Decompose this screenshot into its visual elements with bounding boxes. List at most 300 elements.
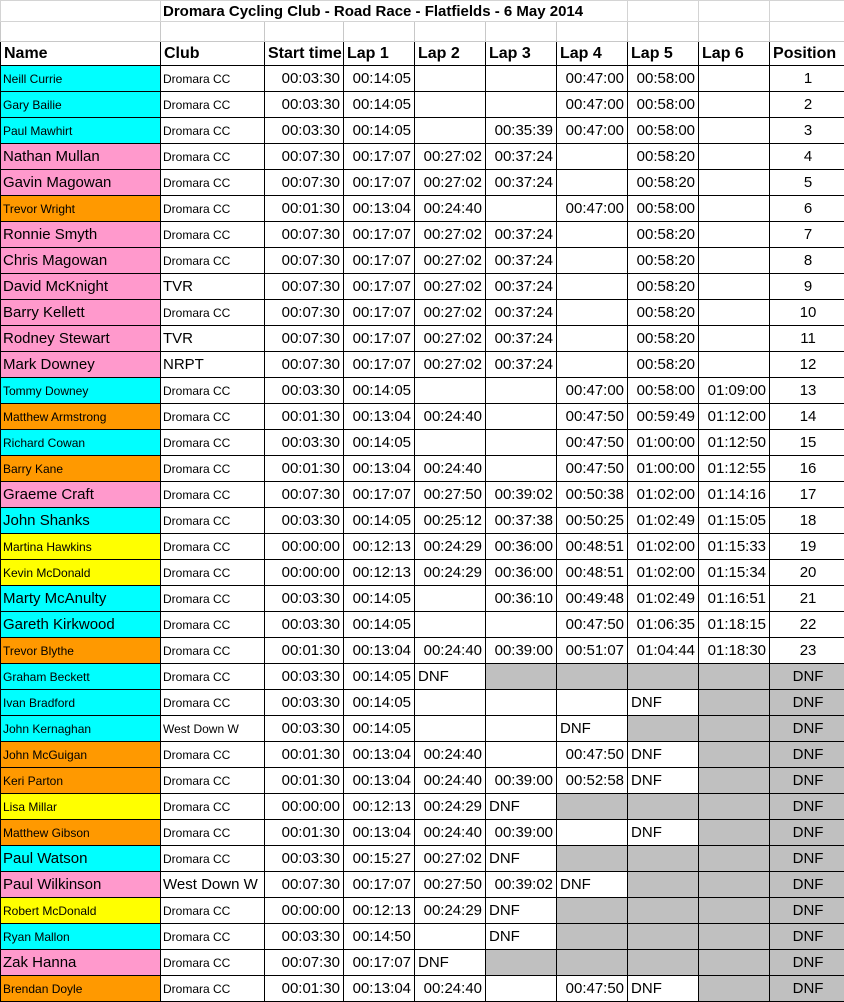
position-cell[interactable]: 20 — [770, 560, 844, 586]
start-time-cell[interactable]: 00:03:30 — [265, 690, 344, 716]
rider-name-cell[interactable]: Graeme Craft — [1, 482, 161, 508]
position-cell[interactable]: DNF — [770, 794, 844, 820]
lap-5-cell[interactable] — [628, 846, 699, 872]
lap-6-cell[interactable]: 01:18:15 — [699, 612, 770, 638]
lap-1-cell[interactable]: 00:17:07 — [344, 950, 415, 976]
club-cell[interactable]: Dromara CC — [161, 482, 265, 508]
position-cell[interactable]: 16 — [770, 456, 844, 482]
lap-3-cell[interactable]: 00:37:38 — [486, 508, 557, 534]
club-cell[interactable]: Dromara CC — [161, 170, 265, 196]
lap-2-cell[interactable]: 00:27:50 — [415, 872, 486, 898]
lap-1-cell[interactable]: 00:14:05 — [344, 716, 415, 742]
position-cell[interactable]: DNF — [770, 924, 844, 950]
lap-1-cell[interactable]: 00:12:13 — [344, 560, 415, 586]
position-cell[interactable]: 1 — [770, 66, 844, 92]
lap-6-cell[interactable]: 01:12:50 — [699, 430, 770, 456]
lap-6-cell[interactable] — [699, 92, 770, 118]
position-cell[interactable]: 22 — [770, 612, 844, 638]
lap-1-cell[interactable]: 00:14:05 — [344, 118, 415, 144]
lap-4-cell[interactable]: 00:47:50 — [557, 742, 628, 768]
lap-2-cell[interactable] — [415, 690, 486, 716]
lap-3-cell[interactable]: 00:39:00 — [486, 638, 557, 664]
lap-1-cell[interactable]: 00:17:07 — [344, 482, 415, 508]
lap-5-cell[interactable]: 01:06:35 — [628, 612, 699, 638]
lap-4-cell[interactable] — [557, 352, 628, 378]
position-cell[interactable]: DNF — [770, 768, 844, 794]
empty-cell[interactable] — [415, 22, 486, 42]
club-cell[interactable]: Dromara CC — [161, 118, 265, 144]
position-cell[interactable]: DNF — [770, 820, 844, 846]
lap-5-cell[interactable]: 00:58:20 — [628, 170, 699, 196]
lap-6-cell[interactable]: 01:15:33 — [699, 534, 770, 560]
lap-5-cell[interactable]: 00:58:00 — [628, 92, 699, 118]
lap-4-cell[interactable]: 00:47:50 — [557, 404, 628, 430]
lap-3-cell[interactable]: 00:35:39 — [486, 118, 557, 144]
lap-6-cell[interactable] — [699, 66, 770, 92]
start-time-cell[interactable]: 00:03:30 — [265, 612, 344, 638]
lap-5-cell[interactable]: 01:00:00 — [628, 430, 699, 456]
club-cell[interactable]: Dromara CC — [161, 534, 265, 560]
rider-name-cell[interactable]: Richard Cowan — [1, 430, 161, 456]
lap-4-cell[interactable]: 00:47:00 — [557, 92, 628, 118]
lap-6-cell[interactable] — [699, 664, 770, 690]
start-time-cell[interactable]: 00:00:00 — [265, 560, 344, 586]
lap-5-cell[interactable]: 01:04:44 — [628, 638, 699, 664]
lap-5-cell[interactable]: 00:58:20 — [628, 144, 699, 170]
lap-1-cell[interactable]: 00:17:07 — [344, 248, 415, 274]
lap-2-cell[interactable] — [415, 118, 486, 144]
lap-3-cell[interactable] — [486, 456, 557, 482]
lap-1-cell[interactable]: 00:14:05 — [344, 664, 415, 690]
start-time-cell[interactable]: 00:07:30 — [265, 326, 344, 352]
club-cell[interactable]: Dromara CC — [161, 378, 265, 404]
position-cell[interactable]: 3 — [770, 118, 844, 144]
lap-3-cell[interactable]: DNF — [486, 898, 557, 924]
rider-name-cell[interactable]: Ivan Bradford — [1, 690, 161, 716]
rider-name-cell[interactable]: Barry Kellett — [1, 300, 161, 326]
club-cell[interactable]: Dromara CC — [161, 508, 265, 534]
lap-4-cell[interactable]: 00:47:50 — [557, 456, 628, 482]
lap-4-cell[interactable]: DNF — [557, 872, 628, 898]
lap-1-cell[interactable]: 00:15:27 — [344, 846, 415, 872]
lap-5-cell[interactable]: 00:58:20 — [628, 274, 699, 300]
start-time-cell[interactable]: 00:03:30 — [265, 924, 344, 950]
start-time-cell[interactable]: 00:03:30 — [265, 118, 344, 144]
rider-name-cell[interactable]: Paul Wilkinson — [1, 872, 161, 898]
lap-2-cell[interactable]: 00:24:40 — [415, 820, 486, 846]
lap-2-cell[interactable]: 00:24:29 — [415, 534, 486, 560]
position-cell[interactable]: 12 — [770, 352, 844, 378]
lap-6-cell[interactable]: 01:15:34 — [699, 560, 770, 586]
lap-4-cell[interactable]: 00:48:51 — [557, 560, 628, 586]
lap-5-cell[interactable]: 00:58:20 — [628, 352, 699, 378]
lap-3-cell[interactable]: 00:36:00 — [486, 560, 557, 586]
rider-name-cell[interactable]: Chris Magowan — [1, 248, 161, 274]
title-empty-cell[interactable] — [628, 1, 699, 22]
club-cell[interactable]: Dromara CC — [161, 976, 265, 1002]
position-cell[interactable]: 23 — [770, 638, 844, 664]
lap-2-cell[interactable]: 00:27:02 — [415, 248, 486, 274]
club-cell[interactable]: Dromara CC — [161, 664, 265, 690]
lap-5-cell[interactable]: 01:02:49 — [628, 508, 699, 534]
empty-cell[interactable] — [628, 22, 699, 42]
header-position[interactable]: Position — [770, 42, 844, 66]
lap-3-cell[interactable]: 00:37:24 — [486, 170, 557, 196]
position-cell[interactable]: DNF — [770, 742, 844, 768]
lap-6-cell[interactable] — [699, 248, 770, 274]
club-cell[interactable]: Dromara CC — [161, 768, 265, 794]
lap-2-cell[interactable] — [415, 430, 486, 456]
lap-5-cell[interactable] — [628, 924, 699, 950]
rider-name-cell[interactable]: Paul Mawhirt — [1, 118, 161, 144]
lap-3-cell[interactable]: 00:37:24 — [486, 248, 557, 274]
lap-6-cell[interactable] — [699, 950, 770, 976]
lap-1-cell[interactable]: 00:13:04 — [344, 638, 415, 664]
lap-5-cell[interactable]: 00:58:20 — [628, 300, 699, 326]
start-time-cell[interactable]: 00:03:30 — [265, 586, 344, 612]
start-time-cell[interactable]: 00:03:30 — [265, 508, 344, 534]
lap-6-cell[interactable] — [699, 820, 770, 846]
lap-4-cell[interactable] — [557, 222, 628, 248]
club-cell[interactable]: Dromara CC — [161, 404, 265, 430]
empty-cell[interactable] — [161, 22, 265, 42]
lap-6-cell[interactable] — [699, 872, 770, 898]
start-time-cell[interactable]: 00:07:30 — [265, 950, 344, 976]
start-time-cell[interactable]: 00:01:30 — [265, 196, 344, 222]
lap-6-cell[interactable] — [699, 196, 770, 222]
position-cell[interactable]: DNF — [770, 690, 844, 716]
lap-4-cell[interactable] — [557, 664, 628, 690]
lap-4-cell[interactable]: 00:51:07 — [557, 638, 628, 664]
start-time-cell[interactable]: 00:01:30 — [265, 768, 344, 794]
lap-5-cell[interactable]: DNF — [628, 690, 699, 716]
lap-2-cell[interactable]: 00:24:29 — [415, 794, 486, 820]
rider-name-cell[interactable]: Matthew Armstrong — [1, 404, 161, 430]
start-time-cell[interactable]: 00:03:30 — [265, 716, 344, 742]
lap-6-cell[interactable]: 01:14:16 — [699, 482, 770, 508]
club-cell[interactable]: Dromara CC — [161, 300, 265, 326]
rider-name-cell[interactable]: John Kernaghan — [1, 716, 161, 742]
start-time-cell[interactable]: 00:03:30 — [265, 92, 344, 118]
lap-5-cell[interactable]: 01:02:00 — [628, 560, 699, 586]
lap-4-cell[interactable] — [557, 950, 628, 976]
lap-5-cell[interactable]: 00:58:20 — [628, 248, 699, 274]
lap-6-cell[interactable] — [699, 898, 770, 924]
lap-6-cell[interactable] — [699, 846, 770, 872]
rider-name-cell[interactable]: David McKnight — [1, 274, 161, 300]
start-time-cell[interactable]: 00:01:30 — [265, 976, 344, 1002]
lap-2-cell[interactable]: 00:24:29 — [415, 560, 486, 586]
start-time-cell[interactable]: 00:01:30 — [265, 742, 344, 768]
lap-3-cell[interactable] — [486, 950, 557, 976]
lap-1-cell[interactable]: 00:17:07 — [344, 144, 415, 170]
lap-2-cell[interactable]: DNF — [415, 950, 486, 976]
rider-name-cell[interactable]: Mark Downey — [1, 352, 161, 378]
lap-3-cell[interactable] — [486, 612, 557, 638]
empty-cell[interactable] — [699, 22, 770, 42]
lap-5-cell[interactable]: 00:59:49 — [628, 404, 699, 430]
lap-6-cell[interactable] — [699, 976, 770, 1002]
lap-1-cell[interactable]: 00:14:05 — [344, 586, 415, 612]
start-time-cell[interactable]: 00:03:30 — [265, 846, 344, 872]
lap-5-cell[interactable] — [628, 898, 699, 924]
rider-name-cell[interactable]: Gavin Magowan — [1, 170, 161, 196]
club-cell[interactable]: Dromara CC — [161, 586, 265, 612]
lap-1-cell[interactable]: 00:12:13 — [344, 534, 415, 560]
lap-2-cell[interactable]: 00:24:29 — [415, 898, 486, 924]
lap-6-cell[interactable]: 01:12:00 — [699, 404, 770, 430]
club-cell[interactable]: Dromara CC — [161, 612, 265, 638]
lap-1-cell[interactable]: 00:17:07 — [344, 872, 415, 898]
lap-4-cell[interactable] — [557, 274, 628, 300]
club-cell[interactable]: Dromara CC — [161, 638, 265, 664]
empty-cell[interactable] — [1, 22, 161, 42]
lap-4-cell[interactable]: 00:47:50 — [557, 976, 628, 1002]
lap-3-cell[interactable]: DNF — [486, 846, 557, 872]
lap-4-cell[interactable]: 00:50:38 — [557, 482, 628, 508]
position-cell[interactable]: DNF — [770, 898, 844, 924]
lap-2-cell[interactable]: 00:27:02 — [415, 300, 486, 326]
lap-3-cell[interactable] — [486, 976, 557, 1002]
club-cell[interactable]: Dromara CC — [161, 742, 265, 768]
rider-name-cell[interactable]: Paul Watson — [1, 846, 161, 872]
club-cell[interactable]: Dromara CC — [161, 456, 265, 482]
lap-5-cell[interactable] — [628, 950, 699, 976]
start-time-cell[interactable]: 00:01:30 — [265, 404, 344, 430]
lap-3-cell[interactable] — [486, 66, 557, 92]
lap-6-cell[interactable] — [699, 716, 770, 742]
lap-6-cell[interactable] — [699, 924, 770, 950]
lap-1-cell[interactable]: 00:17:07 — [344, 300, 415, 326]
lap-5-cell[interactable] — [628, 664, 699, 690]
lap-3-cell[interactable] — [486, 92, 557, 118]
lap-2-cell[interactable] — [415, 924, 486, 950]
club-cell[interactable]: Dromara CC — [161, 794, 265, 820]
club-cell[interactable]: TVR — [161, 326, 265, 352]
lap-4-cell[interactable] — [557, 794, 628, 820]
position-cell[interactable]: 14 — [770, 404, 844, 430]
lap-1-cell[interactable]: 00:14:05 — [344, 430, 415, 456]
start-time-cell[interactable]: 00:03:30 — [265, 664, 344, 690]
start-time-cell[interactable]: 00:07:30 — [265, 300, 344, 326]
rider-name-cell[interactable]: Gary Bailie — [1, 92, 161, 118]
position-cell[interactable]: 8 — [770, 248, 844, 274]
lap-2-cell[interactable] — [415, 612, 486, 638]
rider-name-cell[interactable]: Kevin McDonald — [1, 560, 161, 586]
rider-name-cell[interactable]: Zak Hanna — [1, 950, 161, 976]
lap-3-cell[interactable]: 00:37:24 — [486, 352, 557, 378]
start-time-cell[interactable]: 00:07:30 — [265, 872, 344, 898]
position-cell[interactable]: DNF — [770, 976, 844, 1002]
lap-5-cell[interactable]: 00:58:00 — [628, 378, 699, 404]
lap-6-cell[interactable] — [699, 742, 770, 768]
lap-1-cell[interactable]: 00:13:04 — [344, 404, 415, 430]
lap-3-cell[interactable] — [486, 716, 557, 742]
lap-5-cell[interactable]: 01:00:00 — [628, 456, 699, 482]
title-empty-cell[interactable] — [770, 1, 844, 22]
position-cell[interactable]: 5 — [770, 170, 844, 196]
rider-name-cell[interactable]: Trevor Blythe — [1, 638, 161, 664]
lap-5-cell[interactable]: 01:02:49 — [628, 586, 699, 612]
start-time-cell[interactable]: 00:07:30 — [265, 222, 344, 248]
lap-5-cell[interactable]: DNF — [628, 742, 699, 768]
lap-1-cell[interactable]: 00:17:07 — [344, 352, 415, 378]
lap-4-cell[interactable]: 00:52:58 — [557, 768, 628, 794]
lap-6-cell[interactable]: 01:12:55 — [699, 456, 770, 482]
lap-4-cell[interactable]: 00:48:51 — [557, 534, 628, 560]
lap-6-cell[interactable] — [699, 352, 770, 378]
lap-3-cell[interactable]: 00:37:24 — [486, 144, 557, 170]
header-lap-5[interactable]: Lap 5 — [628, 42, 699, 66]
lap-5-cell[interactable] — [628, 794, 699, 820]
club-cell[interactable]: West Down W — [161, 716, 265, 742]
title-spacer-cell[interactable] — [1, 1, 161, 22]
start-time-cell[interactable]: 00:03:30 — [265, 66, 344, 92]
lap-2-cell[interactable] — [415, 378, 486, 404]
lap-3-cell[interactable]: 00:39:00 — [486, 820, 557, 846]
lap-2-cell[interactable] — [415, 92, 486, 118]
lap-5-cell[interactable]: 00:58:20 — [628, 222, 699, 248]
lap-2-cell[interactable]: 00:24:40 — [415, 742, 486, 768]
lap-5-cell[interactable]: DNF — [628, 768, 699, 794]
lap-2-cell[interactable]: 00:24:40 — [415, 976, 486, 1002]
start-time-cell[interactable]: 00:07:30 — [265, 144, 344, 170]
rider-name-cell[interactable]: Lisa Millar — [1, 794, 161, 820]
rider-name-cell[interactable]: Barry Kane — [1, 456, 161, 482]
lap-3-cell[interactable]: 00:39:02 — [486, 872, 557, 898]
lap-4-cell[interactable] — [557, 846, 628, 872]
club-cell[interactable]: Dromara CC — [161, 144, 265, 170]
lap-6-cell[interactable]: 01:18:30 — [699, 638, 770, 664]
start-time-cell[interactable]: 00:01:30 — [265, 820, 344, 846]
position-cell[interactable]: 19 — [770, 534, 844, 560]
position-cell[interactable]: DNF — [770, 716, 844, 742]
rider-name-cell[interactable]: Keri Parton — [1, 768, 161, 794]
rider-name-cell[interactable]: Martina Hawkins — [1, 534, 161, 560]
start-time-cell[interactable]: 00:01:30 — [265, 456, 344, 482]
header-lap-2[interactable]: Lap 2 — [415, 42, 486, 66]
club-cell[interactable]: Dromara CC — [161, 924, 265, 950]
lap-1-cell[interactable]: 00:12:13 — [344, 898, 415, 924]
rider-name-cell[interactable]: Tommy Downey — [1, 378, 161, 404]
header-lap-6[interactable]: Lap 6 — [699, 42, 770, 66]
lap-6-cell[interactable]: 01:15:05 — [699, 508, 770, 534]
header-lap-4[interactable]: Lap 4 — [557, 42, 628, 66]
lap-6-cell[interactable]: 01:09:00 — [699, 378, 770, 404]
rider-name-cell[interactable]: Rodney Stewart — [1, 326, 161, 352]
lap-4-cell[interactable] — [557, 300, 628, 326]
lap-2-cell[interactable]: 00:27:02 — [415, 352, 486, 378]
club-cell[interactable]: Dromara CC — [161, 196, 265, 222]
rider-name-cell[interactable]: Robert McDonald — [1, 898, 161, 924]
lap-3-cell[interactable]: 00:37:24 — [486, 326, 557, 352]
club-cell[interactable]: West Down W — [161, 872, 265, 898]
lap-4-cell[interactable]: DNF — [557, 716, 628, 742]
rider-name-cell[interactable]: Nathan Mullan — [1, 144, 161, 170]
lap-5-cell[interactable]: 00:58:00 — [628, 66, 699, 92]
lap-2-cell[interactable]: 00:24:40 — [415, 638, 486, 664]
empty-cell[interactable] — [486, 22, 557, 42]
lap-3-cell[interactable] — [486, 378, 557, 404]
header-name[interactable]: Name — [1, 42, 161, 66]
position-cell[interactable]: 10 — [770, 300, 844, 326]
lap-1-cell[interactable]: 00:14:50 — [344, 924, 415, 950]
rider-name-cell[interactable]: John McGuigan — [1, 742, 161, 768]
club-cell[interactable]: Dromara CC — [161, 690, 265, 716]
lap-3-cell[interactable] — [486, 196, 557, 222]
start-time-cell[interactable]: 00:00:00 — [265, 898, 344, 924]
lap-6-cell[interactable] — [699, 794, 770, 820]
club-cell[interactable]: Dromara CC — [161, 248, 265, 274]
lap-4-cell[interactable]: 00:47:50 — [557, 612, 628, 638]
club-cell[interactable]: Dromara CC — [161, 430, 265, 456]
club-cell[interactable]: Dromara CC — [161, 222, 265, 248]
empty-cell[interactable] — [265, 22, 344, 42]
lap-1-cell[interactable]: 00:17:07 — [344, 326, 415, 352]
lap-4-cell[interactable] — [557, 248, 628, 274]
club-cell[interactable]: Dromara CC — [161, 820, 265, 846]
lap-3-cell[interactable]: 00:39:00 — [486, 768, 557, 794]
position-cell[interactable]: 11 — [770, 326, 844, 352]
position-cell[interactable]: 9 — [770, 274, 844, 300]
lap-1-cell[interactable]: 00:14:05 — [344, 508, 415, 534]
lap-5-cell[interactable] — [628, 872, 699, 898]
lap-3-cell[interactable] — [486, 664, 557, 690]
lap-4-cell[interactable]: 00:47:50 — [557, 430, 628, 456]
lap-4-cell[interactable]: 00:47:00 — [557, 66, 628, 92]
lap-5-cell[interactable]: 00:58:20 — [628, 326, 699, 352]
lap-2-cell[interactable]: 00:24:40 — [415, 456, 486, 482]
rider-name-cell[interactable]: Ronnie Smyth — [1, 222, 161, 248]
position-cell[interactable]: 15 — [770, 430, 844, 456]
position-cell[interactable]: DNF — [770, 950, 844, 976]
lap-3-cell[interactable] — [486, 430, 557, 456]
lap-1-cell[interactable]: 00:13:04 — [344, 768, 415, 794]
lap-4-cell[interactable] — [557, 170, 628, 196]
lap-6-cell[interactable] — [699, 768, 770, 794]
lap-1-cell[interactable]: 00:13:04 — [344, 820, 415, 846]
position-cell[interactable]: 4 — [770, 144, 844, 170]
lap-1-cell[interactable]: 00:14:05 — [344, 66, 415, 92]
start-time-cell[interactable]: 00:07:30 — [265, 170, 344, 196]
rider-name-cell[interactable]: Gareth Kirkwood — [1, 612, 161, 638]
lap-4-cell[interactable] — [557, 898, 628, 924]
position-cell[interactable]: 7 — [770, 222, 844, 248]
header-lap-1[interactable]: Lap 1 — [344, 42, 415, 66]
lap-3-cell[interactable]: 00:36:10 — [486, 586, 557, 612]
lap-4-cell[interactable]: 00:47:00 — [557, 118, 628, 144]
rider-name-cell[interactable]: Trevor Wright — [1, 196, 161, 222]
lap-2-cell[interactable] — [415, 716, 486, 742]
start-time-cell[interactable]: 00:03:30 — [265, 378, 344, 404]
header-club[interactable]: Club — [161, 42, 265, 66]
lap-4-cell[interactable]: 00:47:00 — [557, 196, 628, 222]
lap-1-cell[interactable]: 00:13:04 — [344, 456, 415, 482]
lap-5-cell[interactable]: 00:58:00 — [628, 118, 699, 144]
lap-1-cell[interactable]: 00:14:05 — [344, 378, 415, 404]
lap-4-cell[interactable]: 00:47:00 — [557, 378, 628, 404]
lap-1-cell[interactable]: 00:14:05 — [344, 612, 415, 638]
lap-1-cell[interactable]: 00:17:07 — [344, 222, 415, 248]
lap-3-cell[interactable]: 00:37:24 — [486, 274, 557, 300]
lap-3-cell[interactable] — [486, 404, 557, 430]
lap-4-cell[interactable] — [557, 924, 628, 950]
lap-3-cell[interactable] — [486, 690, 557, 716]
title-empty-cell[interactable] — [699, 1, 770, 22]
position-cell[interactable]: DNF — [770, 664, 844, 690]
lap-3-cell[interactable]: 00:37:24 — [486, 222, 557, 248]
sheet-title[interactable]: Dromara Cycling Club - Road Race - Flatfields - 6 May 2014 — [161, 1, 628, 22]
